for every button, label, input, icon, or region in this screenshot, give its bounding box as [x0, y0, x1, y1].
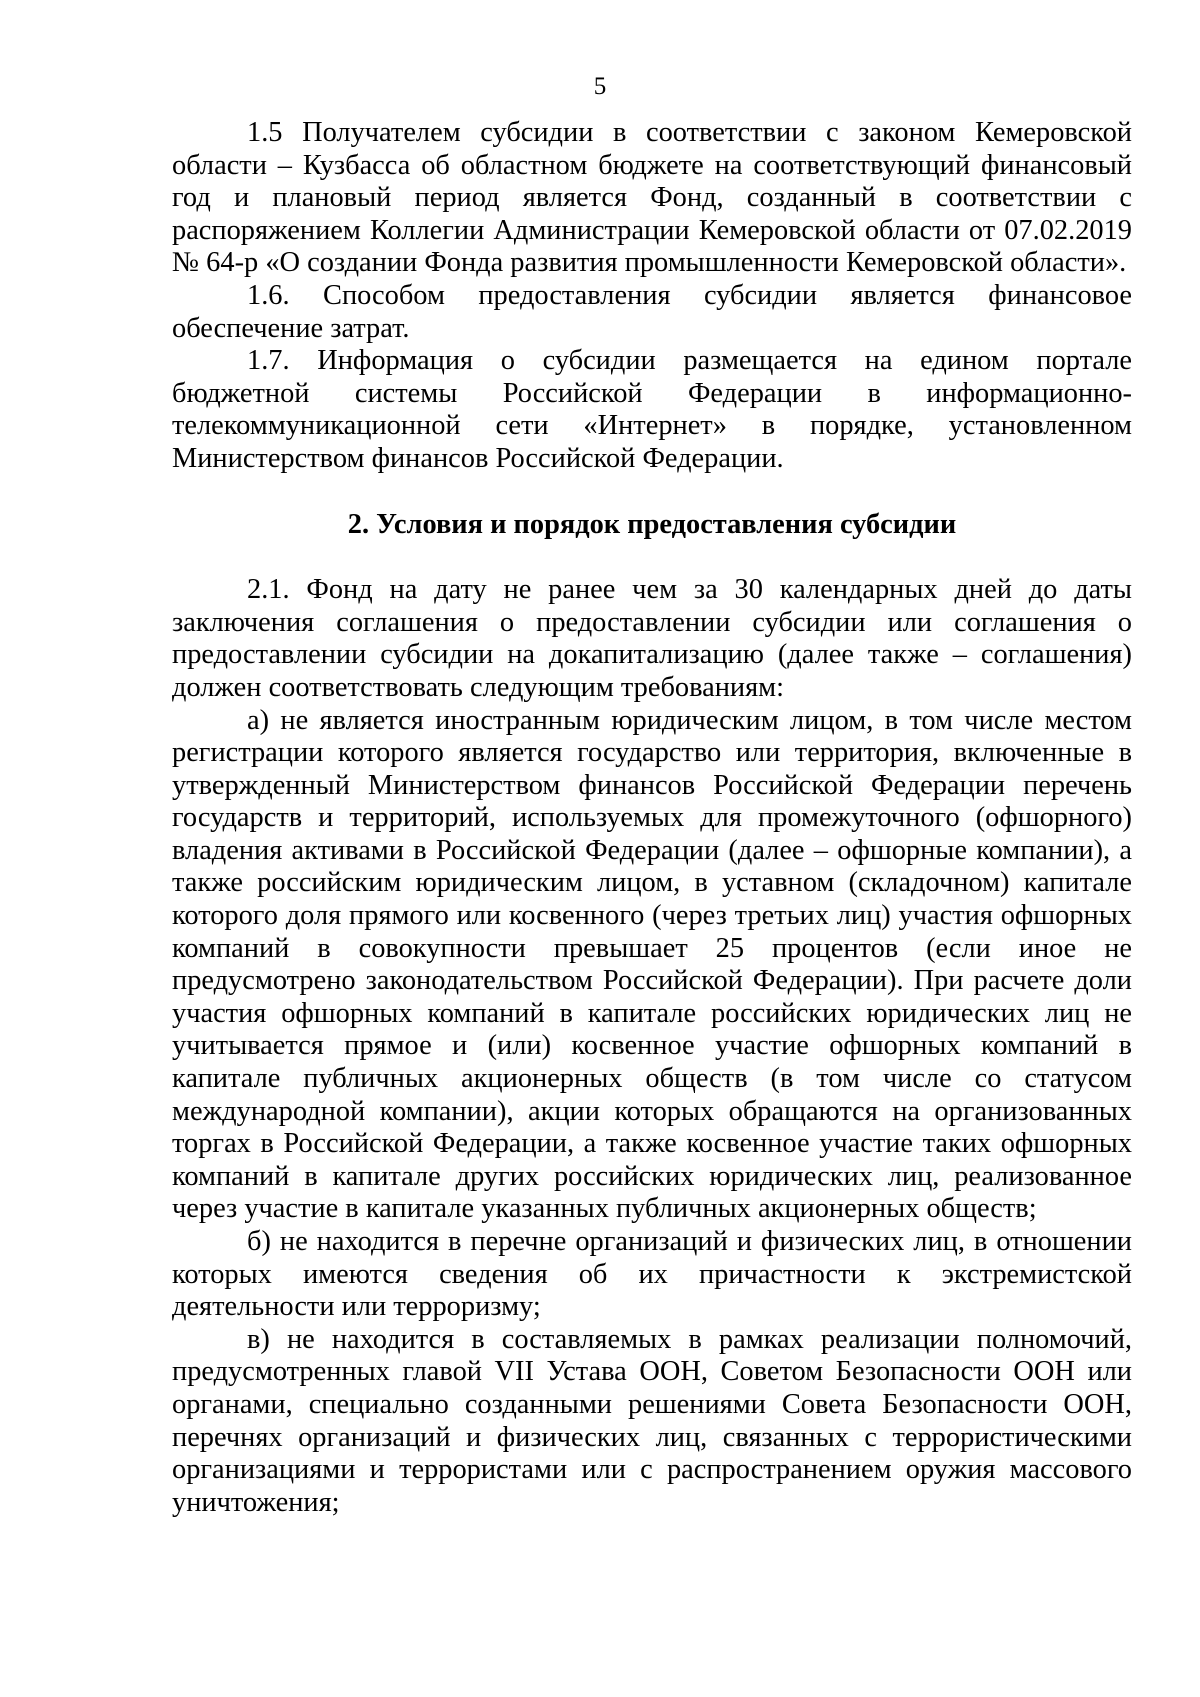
- paragraph-1-5: 1.5 Получателем субсидии в соответствии с законом Кемеровской области – Кузбасса об областном бюджете на соответствующий финансовый год и плановый период является Фонд, созданный в соответствии с распоряжением Коллегии Администрации Кемеровской области от 07.02.2019 № 64-р «О создании Фонда развития промышленности Кемеровской области».: [172, 117, 1132, 279]
- paragraph-2-1: 2.1. Фонд на дату не ранее чем за 30 календарных дней до даты заключения соглашения о предоставлении субсидии или соглашения о предоставлении субсидии на докапитализацию (далее также – соглашения) должен соответствовать следующим требованиям:: [172, 574, 1132, 703]
- paragraph-1-7: 1.7. Информация о субсидии размещается на едином портале бюджетной системы Российской Федерации в информационно-телекоммуникационной сети «Интернет» в порядке, установленном Министерством финансов Российской Федерации.: [172, 345, 1132, 474]
- subparagraph-a: а) не является иностранным юридическим лицом, в том числе местом регистрации которого является государство или территория, включенные в утвержденный Министерством финансов Российской Федерации перечень государств и территорий, используемых для промежуточного (офшорного) владения активами в Российской Федерации (далее – офшорные компании), а также российским юридическим лицом, в уставном (складочном) капитале которого доля прямого или косвенного (через третьих лиц) участия офшорных компаний в совокупности превышает 25 процентов (если иное не предусмотрено законодательством Российской Федерации). При расчете доли участия офшорных компаний в капитале российских юридических лиц не учитывается прямое и (или) косвенное участие офшорных компаний в капитале публичных акционерных обществ (в том числе со статусом международной компании), акции которых обращаются на организованных торгах в Российской Федерации, а также косвенное участие таких офшорных компаний в капитале других российских юридических лиц, реализованное через участие в капитале указанных публичных акционерных обществ;: [172, 704, 1132, 1225]
- subparagraph-b: б) не находится в перечне организаций и физических лиц, в отношении которых имеются сведения об их причастности к экстремистской деятельности или терроризму;: [172, 1226, 1132, 1323]
- paragraph-1-6: 1.6. Способом предоставления субсидии является финансовое обеспечение затрат.: [172, 279, 1132, 344]
- document-body: [172, 117, 1132, 1519]
- subparagraph-v: в) не находится в составляемых в рамках реализации полномочий, предусмотренных главой VII Устава ООН, Советом Безопасности ООН или органами, специально созданными решениями Совета Безопасности ООН, перечнях организаций и физических лиц, связанных с террористическими организациями и террористами или с распространением оружия массового уничтожения;: [172, 1323, 1132, 1518]
- section-heading: 2. Условия и порядок предоставления субсидии: [347, 508, 957, 540]
- page-number: 5: [593, 73, 607, 100]
